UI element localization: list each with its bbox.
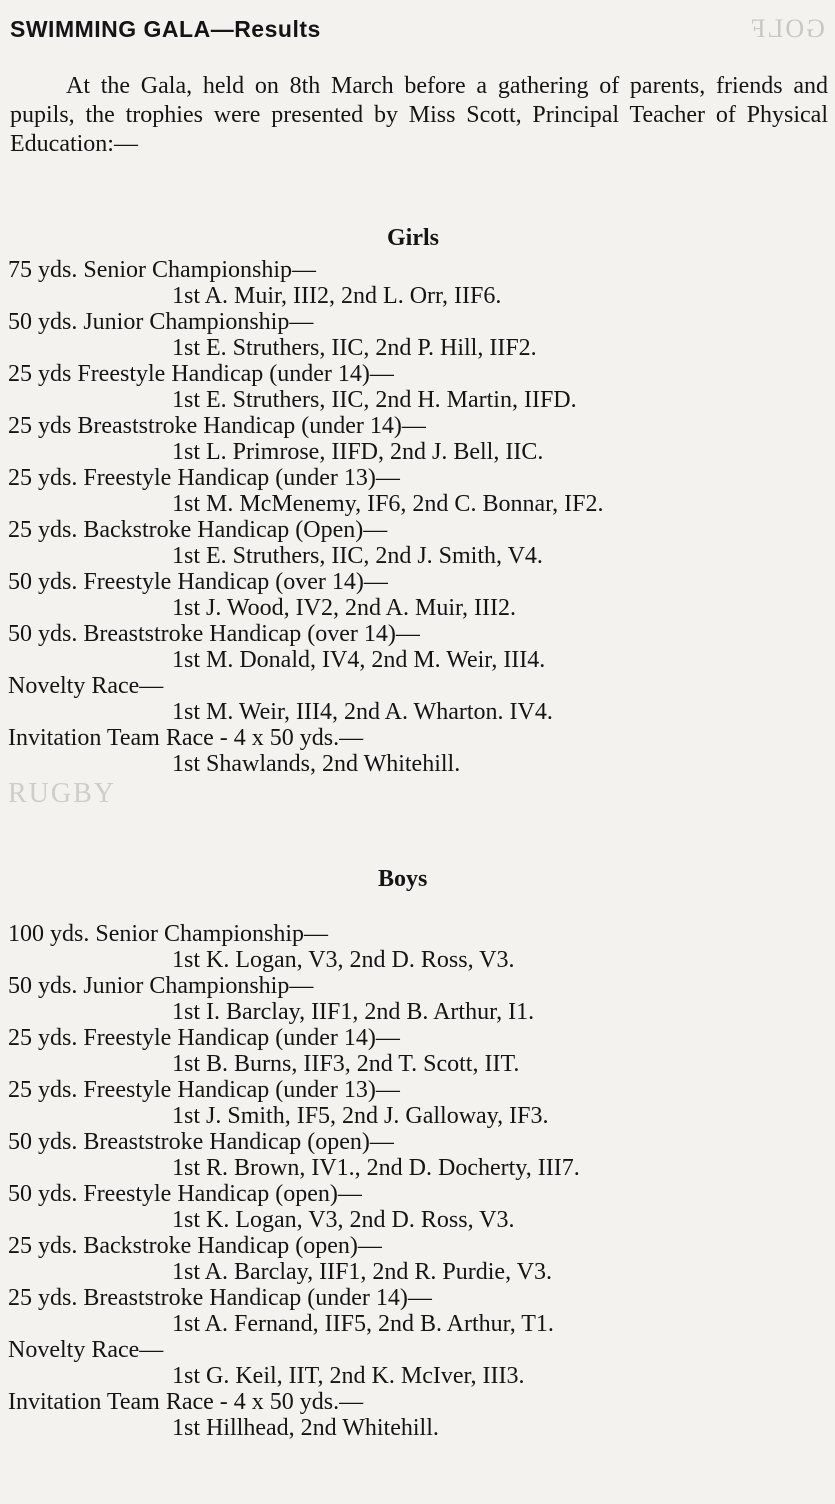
- result-entry: [0, 921, 835, 973]
- event-name: 25 yds. Backstroke Handicap (Open)—: [8, 517, 388, 543]
- event-result: 1st A. Fernand, IIF5, 2nd B. Arthur, T1.: [172, 1311, 554, 1337]
- event-name: 75 yds. Senior Championship—: [8, 257, 317, 283]
- girls-results-list: [0, 257, 835, 777]
- event-result: 1st Hillhead, 2nd Whitehill.: [172, 1415, 439, 1441]
- event-result: 1st R. Brown, IV1., 2nd D. Docherty, III7.: [172, 1155, 580, 1181]
- result-entry: [0, 257, 835, 309]
- event-name: 25 yds. Breaststroke Handicap (under 14)—: [8, 1285, 432, 1311]
- event-result: 1st G. Keil, IIT, 2nd K. McIver, III3.: [172, 1363, 525, 1389]
- girls-heading: Girls: [387, 225, 439, 251]
- event-result: 1st M. McMenemy, IF6, 2nd C. Bonnar, IF2.: [172, 491, 604, 517]
- event-result: 1st A. Muir, III2, 2nd L. Orr, IIF6.: [172, 283, 502, 309]
- event-name: 50 yds. Breaststroke Handicap (open)—: [8, 1129, 394, 1155]
- event-result: 1st E. Struthers, IIC, 2nd P. Hill, IIF2.: [172, 335, 537, 361]
- result-entry: [0, 1181, 835, 1233]
- result-entry: [0, 673, 835, 725]
- result-entry: [0, 361, 835, 413]
- event-result: 1st A. Barclay, IIF1, 2nd R. Purdie, V3.: [172, 1259, 552, 1285]
- result-entry: [0, 569, 835, 621]
- result-entry: [0, 1389, 835, 1441]
- event-name: Novelty Race—: [8, 1337, 164, 1363]
- event-name: 25 yds. Freestyle Handicap (under 14)—: [8, 1025, 400, 1051]
- bleed-through-golf-text: GOLF: [749, 14, 825, 43]
- event-result: 1st Shawlands, 2nd Whitehill.: [172, 751, 461, 777]
- event-result: 1st K. Logan, V3, 2nd D. Ross, V3.: [172, 947, 515, 973]
- result-entry: [0, 309, 835, 361]
- result-entry: [0, 725, 835, 777]
- event-result: 1st E. Struthers, IIC, 2nd H. Martin, IIFD.: [172, 387, 577, 413]
- boys-results-list: [0, 921, 835, 1441]
- result-entry: [0, 1077, 835, 1129]
- event-result: 1st B. Burns, IIF3, 2nd T. Scott, IIT.: [172, 1051, 520, 1077]
- event-name: 50 yds. Breaststroke Handicap (over 14)—: [8, 621, 420, 647]
- result-entry: [0, 413, 835, 465]
- event-name: 25 yds. Freestyle Handicap (under 13)—: [8, 465, 400, 491]
- result-entry: [0, 1337, 835, 1389]
- event-result: 1st M. Donald, IV4, 2nd M. Weir, III4.: [172, 647, 546, 673]
- result-entry: [0, 1285, 835, 1337]
- event-result: 1st J. Smith, IF5, 2nd J. Galloway, IF3.: [172, 1103, 549, 1129]
- event-name: Novelty Race—: [8, 673, 164, 699]
- event-result: 1st L. Primrose, IIFD, 2nd J. Bell, IIC.: [172, 439, 544, 465]
- event-name: 100 yds. Senior Championship—: [8, 921, 329, 947]
- event-result: 1st M. Weir, III4, 2nd A. Wharton. IV4.: [172, 699, 553, 725]
- boys-heading: Boys: [378, 866, 428, 892]
- result-entry: [0, 465, 835, 517]
- bleed-through-rugby-text: RUGBY: [8, 778, 117, 809]
- event-name: 50 yds. Freestyle Handicap (open)—: [8, 1181, 362, 1207]
- event-name: Invitation Team Race - 4 x 50 yds.—: [8, 1389, 364, 1415]
- result-entry: [0, 1233, 835, 1285]
- event-result: 1st I. Barclay, IIF1, 2nd B. Arthur, I1.: [172, 999, 535, 1025]
- event-name: Invitation Team Race - 4 x 50 yds.—: [8, 725, 364, 751]
- event-name: 25 yds Breaststroke Handicap (under 14)—: [8, 413, 426, 439]
- event-name: 25 yds. Freestyle Handicap (under 13)—: [8, 1077, 400, 1103]
- event-result: 1st E. Struthers, IIC, 2nd J. Smith, V4.: [172, 543, 543, 569]
- intro-paragraph: At the Gala, held on 8th March before a gathering of parents, friends and pupils, the trophies were presented by Miss Scott, Principal Teacher of Physical Education:—: [10, 73, 828, 157]
- result-entry: [0, 621, 835, 673]
- result-entry: [0, 1025, 835, 1077]
- event-name: 50 yds. Freestyle Handicap (over 14)—: [8, 569, 388, 595]
- event-result: 1st J. Wood, IV2, 2nd A. Muir, III2.: [172, 595, 516, 621]
- event-name: 50 yds. Junior Championship—: [8, 973, 314, 999]
- event-name: 25 yds. Backstroke Handicap (open)—: [8, 1233, 382, 1259]
- result-entry: [0, 517, 835, 569]
- result-entry: [0, 973, 835, 1025]
- result-entry: [0, 1129, 835, 1181]
- page-title: SWIMMING GALA—Results: [10, 16, 321, 42]
- event-name: 50 yds. Junior Championship—: [8, 309, 314, 335]
- event-name: 25 yds Freestyle Handicap (under 14)—: [8, 361, 394, 387]
- event-result: 1st K. Logan, V3, 2nd D. Ross, V3.: [172, 1207, 515, 1233]
